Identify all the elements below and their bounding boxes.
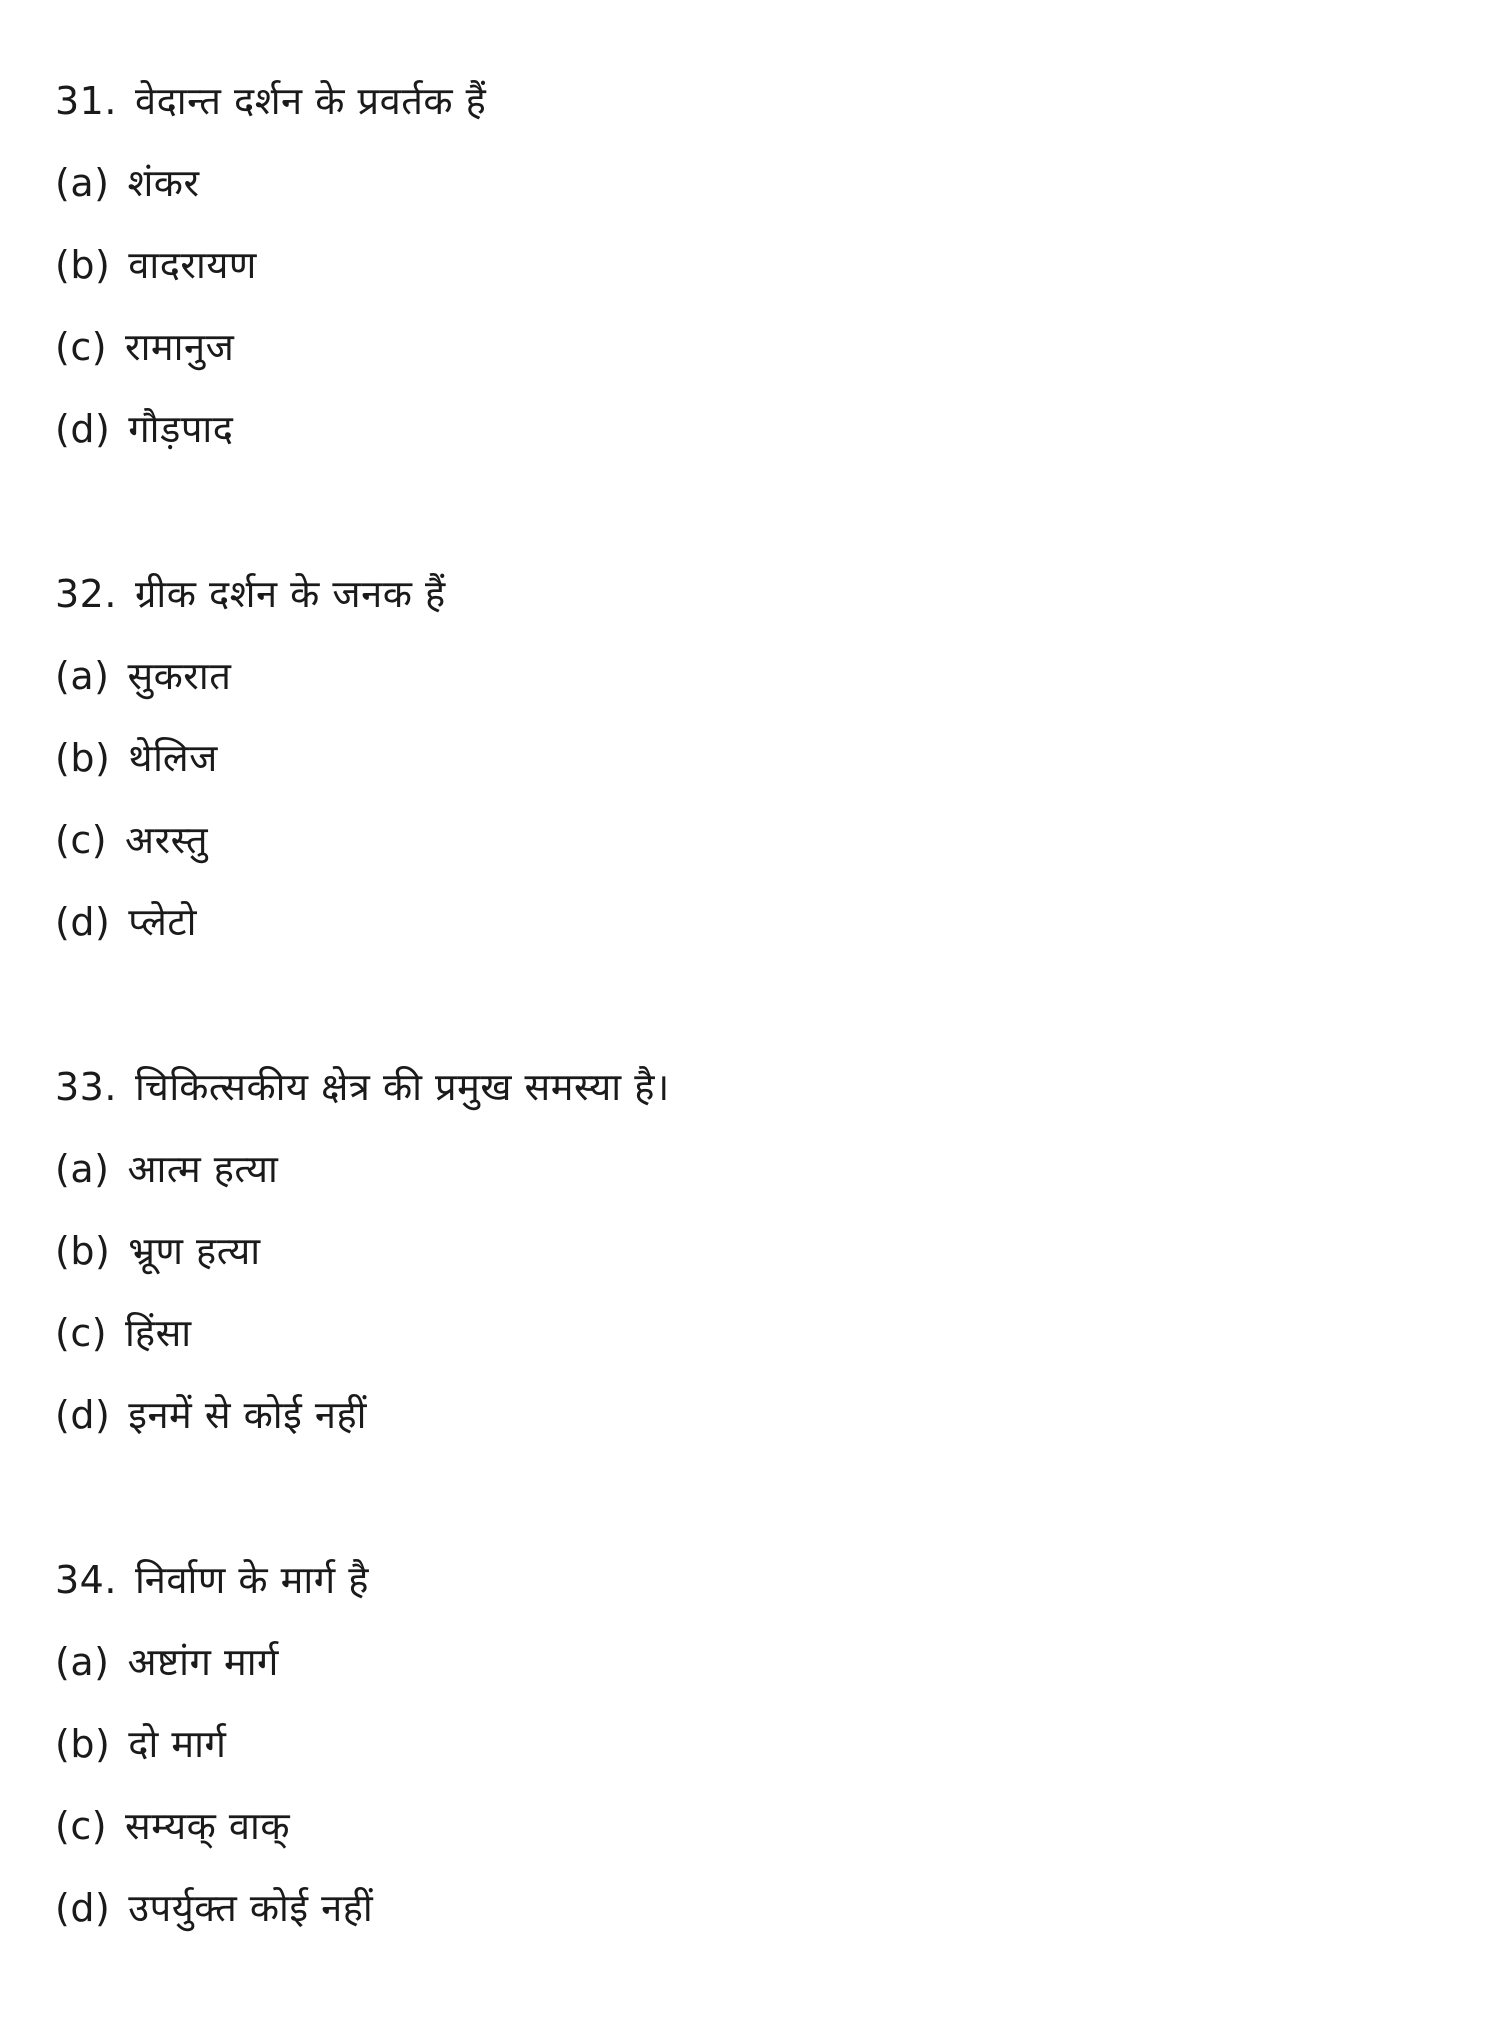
option-d <box>55 1374 1455 1456</box>
option-d <box>55 388 1455 470</box>
option-text: रामानुज <box>125 325 235 369</box>
option-label: (a) <box>55 1640 110 1684</box>
option-b <box>55 1703 1455 1785</box>
option-d <box>55 1867 1455 1949</box>
question-number: 33. <box>55 1065 117 1109</box>
question-text-line <box>55 1046 1455 1128</box>
option-text: इनमें से कोई नहीं <box>128 1393 367 1437</box>
option-label: (b) <box>55 243 111 287</box>
option-text: उपर्युक्त कोई नहीं <box>128 1886 374 1930</box>
option-label: (b) <box>55 1722 111 1766</box>
question-33 <box>55 1046 1455 1456</box>
option-text: प्लेटो <box>128 900 197 944</box>
option-text: सुकरात <box>127 654 232 698</box>
question-34 <box>55 1539 1455 1949</box>
option-b <box>55 717 1455 799</box>
option-b <box>55 1210 1455 1292</box>
question-31 <box>55 60 1455 470</box>
question-text: वेदान्त दर्शन के प्रवर्तक हैं <box>134 79 487 123</box>
option-label: (b) <box>55 736 111 780</box>
question-text-line <box>55 553 1455 635</box>
option-text: वादरायण <box>128 243 257 287</box>
question-text: चिकित्सकीय क्षेत्र की प्रमुख समस्या है। <box>134 1065 670 1109</box>
option-text: सम्यक् वाक् <box>125 1804 291 1848</box>
option-c <box>55 799 1455 881</box>
option-text: शंकर <box>127 161 200 205</box>
option-text: गौड़पाद <box>128 407 234 451</box>
option-a <box>55 1128 1455 1210</box>
question-text-line <box>55 1539 1455 1621</box>
option-label: (a) <box>55 1147 110 1191</box>
question-32 <box>55 553 1455 963</box>
option-a <box>55 635 1455 717</box>
option-b <box>55 224 1455 306</box>
question-text-line <box>55 60 1455 142</box>
option-text: हिंसा <box>125 1311 192 1355</box>
option-text: आत्म हत्या <box>127 1147 279 1191</box>
option-label: (a) <box>55 161 110 205</box>
question-text: निर्वाण के मार्ग है <box>134 1558 369 1602</box>
question-text: ग्रीक दर्शन के जनक हैं <box>134 572 446 616</box>
option-d <box>55 881 1455 963</box>
option-c <box>55 306 1455 388</box>
question-number: 34. <box>55 1558 117 1602</box>
option-label: (d) <box>55 1393 111 1437</box>
option-label: (b) <box>55 1229 111 1273</box>
question-number: 32. <box>55 572 117 616</box>
option-label: (c) <box>55 818 108 862</box>
option-text: अष्टांग मार्ग <box>127 1640 279 1684</box>
option-text: भ्रूण हत्या <box>128 1229 261 1273</box>
option-text: दो मार्ग <box>128 1722 227 1766</box>
option-label: (c) <box>55 1804 108 1848</box>
option-c <box>55 1292 1455 1374</box>
option-label: (c) <box>55 325 108 369</box>
option-text: अरस्तु <box>125 818 209 862</box>
question-number: 31. <box>55 79 117 123</box>
option-label: (d) <box>55 1886 111 1930</box>
option-text: थेलिज <box>128 736 218 780</box>
option-label: (a) <box>55 654 110 698</box>
option-label: (d) <box>55 407 111 451</box>
option-label: (c) <box>55 1311 108 1355</box>
option-a <box>55 1621 1455 1703</box>
option-a <box>55 142 1455 224</box>
option-label: (d) <box>55 900 111 944</box>
option-c <box>55 1785 1455 1867</box>
